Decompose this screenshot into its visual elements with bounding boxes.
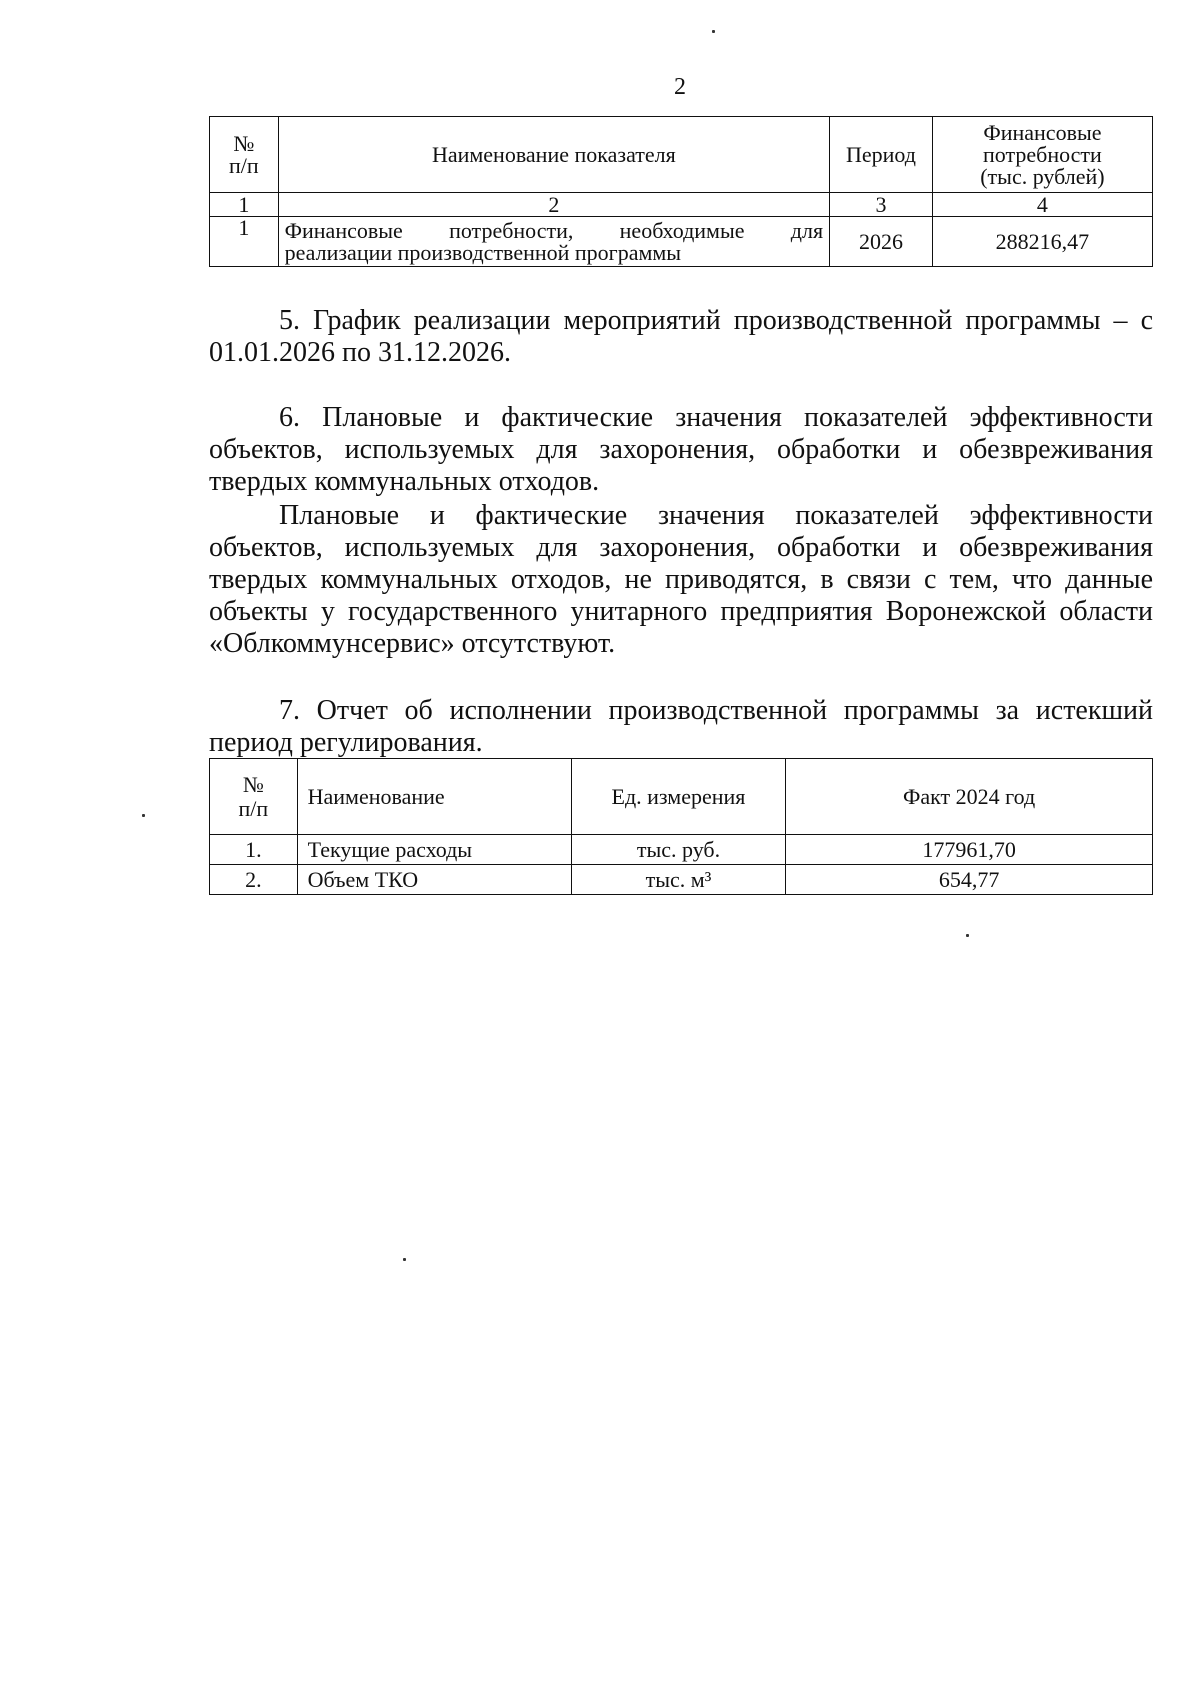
header-cell-name: Наименование показателя <box>278 117 829 193</box>
execution-report-table <box>209 758 1153 895</box>
scan-speck <box>403 1258 406 1261</box>
row-unit: тыс. м³ <box>571 865 785 895</box>
section-6-body <box>209 500 1153 660</box>
section-7-paragraph <box>209 695 1153 759</box>
header-cell-name: Наименование <box>297 759 571 835</box>
row-number: 1. <box>210 835 298 865</box>
column-number-row <box>210 193 1153 217</box>
row-name: Объем ТКО <box>297 865 571 895</box>
row-amount: 288216,47 <box>932 217 1152 267</box>
table-header-row <box>210 759 1153 835</box>
header-cell-number: № п/п <box>210 759 298 835</box>
column-number: 4 <box>932 193 1152 217</box>
section-5-paragraph <box>209 305 1153 369</box>
scan-speck <box>142 814 145 817</box>
row-name <box>278 217 829 267</box>
table-header-row <box>210 117 1153 193</box>
row-period: 2026 <box>830 217 933 267</box>
section-6-title-text: 6. Плановые и фактические значения показателей эффективности объектов, используемых для захоронения, обработки и обезвреживания твердых коммунальных отходов. <box>209 402 1153 497</box>
financial-needs-table <box>209 116 1153 267</box>
section-7-text: 7. Отчет об исполнении производственной программы за истекший период регулирования. <box>209 695 1153 758</box>
header-cell-amount: Финансовые потребности (тыс. рублей) <box>932 117 1152 193</box>
scan-speck <box>966 934 969 937</box>
row-name-line-2: реализации производственной программы <box>284 239 682 265</box>
table-row <box>210 865 1153 895</box>
row-value: 654,77 <box>786 865 1153 895</box>
header-cell-fact: Факт 2024 год <box>786 759 1153 835</box>
header-cell-period: Период <box>830 117 933 193</box>
row-name-line-1: Финансовые потребности, необходимые для <box>284 217 824 243</box>
column-number: 3 <box>830 193 933 217</box>
row-number: 2. <box>210 865 298 895</box>
row-value: 177961,70 <box>786 835 1153 865</box>
column-number: 1 <box>210 193 279 217</box>
table-row <box>210 835 1153 865</box>
section-6-body-text: Плановые и фактические значения показателей эффективности объектов, используемых для захоронения, обработки и обезвреживания твердых коммунальных отходов, не приводятся, в связи с тем, что данные объекты у государственного унитарного предприятия Воронежской области «Облкоммунсервис» отсутствуют. <box>209 500 1153 659</box>
row-number: 1 <box>210 217 279 267</box>
row-name: Текущие расходы <box>297 835 571 865</box>
header-cell-number: № п/п <box>210 117 279 193</box>
section-6-title <box>209 402 1153 498</box>
scan-speck <box>712 30 715 33</box>
section-5-text: 5. График реализации мероприятий производственной программы – с 01.01.2026 по 31.12.2026. <box>209 305 1153 368</box>
row-unit: тыс. руб. <box>571 835 785 865</box>
page-number: 2 <box>674 74 686 100</box>
table-row <box>210 217 1153 267</box>
column-number: 2 <box>278 193 829 217</box>
header-cell-unit: Ед. измерения <box>571 759 785 835</box>
